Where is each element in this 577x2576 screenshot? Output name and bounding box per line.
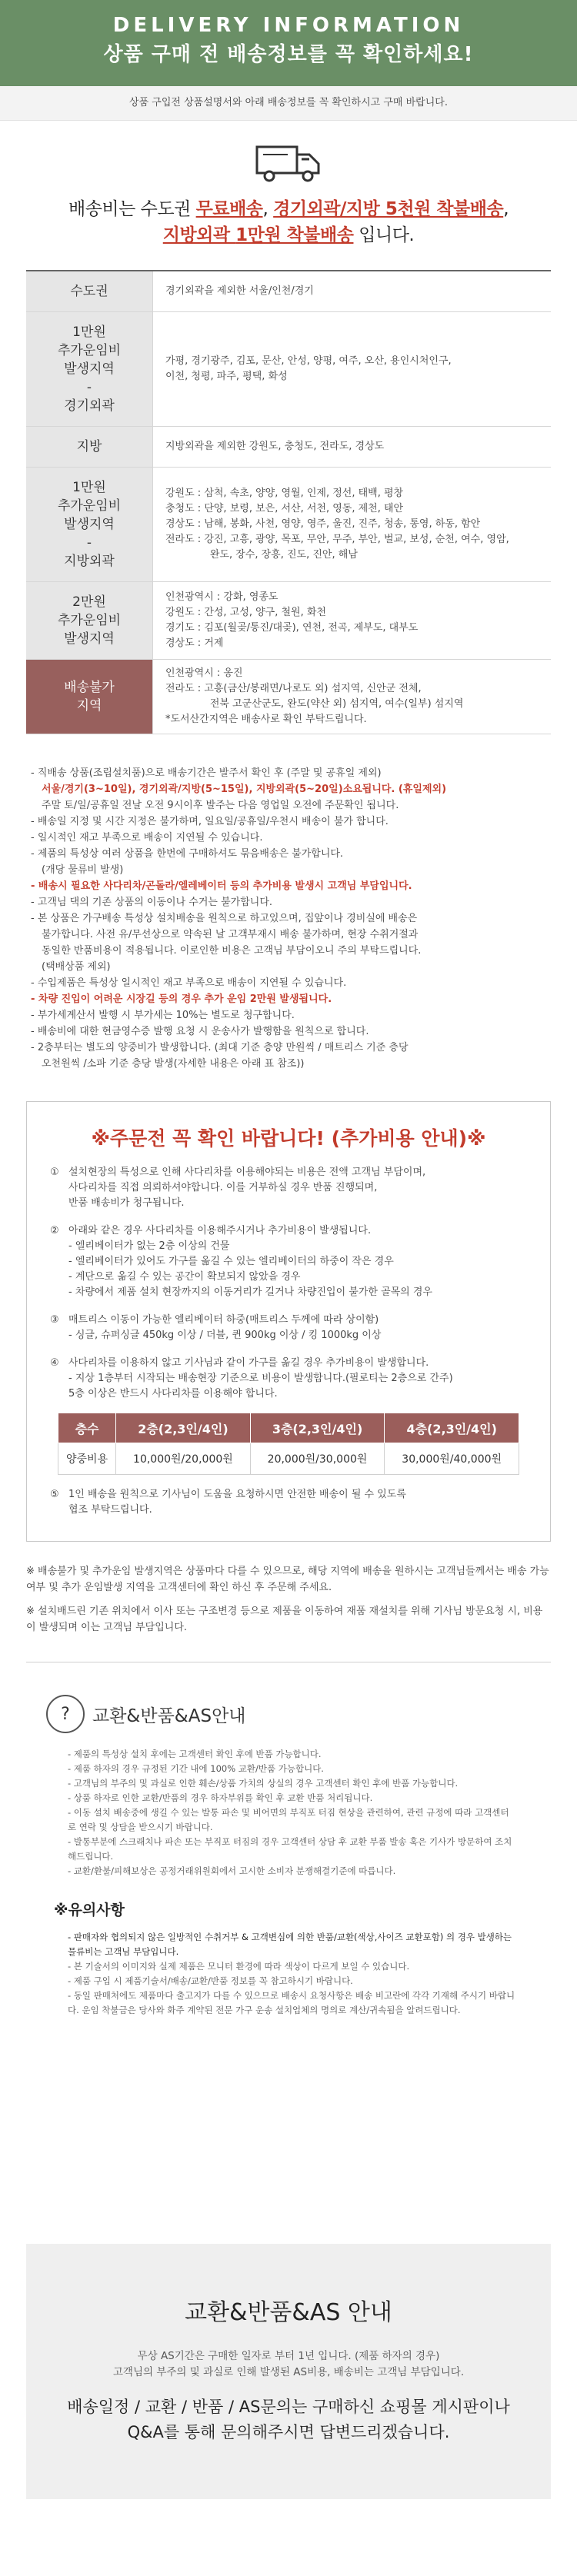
delivery-note-line: - 차량 진입이 어려운 시장길 등의 경우 추가 운임 2만원 발생됩니다. [31,993,332,1005]
delivery-note-line: - 일시적인 재고 부족으로 배송이 지연될 수 있습니다. [31,832,263,844]
region-label [26,468,153,582]
ladder-cell: 양중비용 [58,1443,116,1475]
extra-cost-line: - 계단으로 옮길 수 있는 공간이 확보되지 않았을 경우 [68,1271,301,1283]
exchange-title [46,1695,577,1733]
as-footer [26,2244,551,2499]
extra-cost-line: 아래와 같은 경우 사다리차를 이용해주시거나 추가비용이 발생됩니다. [68,1225,372,1236]
fee-notice [0,196,577,248]
region-label-line: 추가운임비 [57,613,122,628]
region-value [153,582,552,660]
region-label-line: 1만원 [72,480,106,495]
caution-item: - 제품 구입 시 제품기술서/배송/교환/반품 정보를 꼭 참고하시기 바랍니다. [68,1975,353,1986]
question-icon: ? [46,1695,85,1733]
banner-title-ko: 상품 구매 전 배송정보를 꼭 확인하세요! [103,43,474,66]
region-label-line: 발생지역 [64,631,115,647]
extra-cost-body [68,1356,527,1402]
region-label-line: 추가운임비 [57,343,122,358]
region-label [26,427,153,468]
caution-item: - 판매자와 협의되지 않은 일방적인 수취거부 & 고객변심에 의한 반품/교환(색상,사이즈 교환포함) 의 경우 발생하는 물류비는 고객님 부담입니다. [68,1932,512,1957]
extra-cost-number: ① [50,1167,59,1178]
exchange-list [68,1747,515,1879]
ladder-header-cell: 층수 [58,1413,116,1443]
delivery-note-line: (개당 물류비 발생) [42,864,124,876]
ladder-cell: 10,000원/20,000원 [116,1443,251,1475]
region-value [153,660,552,734]
fee-free: 무료배송 [195,199,263,219]
delivery-note-line: 동일한 반품비용이 적용됩니다. 이로인한 비용은 고객님 부담이오니 주의 부탁드립니다. [42,945,422,957]
region-row [26,271,551,312]
region-value [153,427,552,468]
extra-cost-body [68,1223,527,1300]
extra-cost-line: - 엘리베이터가 있어도 가구를 옮길 수 있는 엘리베이터의 하중이 작은 경우 [68,1256,394,1267]
delivery-notes [31,765,546,1072]
region-label-line: 2만원 [72,594,106,610]
region-value-line: 인천광역시 : 옹진 [165,667,243,679]
fee-mid2: , [503,199,509,219]
exchange-item: - 이동 설치 배송중에 생길 수 있는 발통 파손 및 비어면의 부직포 터짐 현상을 관련하여, 관련 규정에 따라 고객센터로 연락 및 상담을 받으시기 바랍니다. [68,1807,509,1832]
region-value-line: 전라도 : 강진, 고흥, 광양, 목포, 무안, 무주, 부안, 벌교, 보성, 순천, 여수, 영암, [165,534,509,545]
delivery-note-line: - 제품의 특성상 여러 상품을 한번에 구매하셔도 묶음배송은 불가합니다. [31,848,344,860]
extra-cost-item [50,1223,527,1300]
extra-cost-line: 매트리스 이동이 가능한 엘리베이터 하중(매트리스 두께에 따라 상이함) [68,1314,379,1326]
region-label-line: 추가운임비 [57,498,122,514]
extra-cost-line: 사다리차를 직접 의뢰하셔야합니다. 이를 거부하실 경우 반품 진행되며, [68,1182,378,1193]
caution-item: - 본 기술서의 이미지와 실제 제품은 모니터 환경에 따라 색상이 다르게 보일 수 있습니다. [68,1961,410,1972]
extra-cost-number: ⑤ [50,1489,59,1500]
banner-title-en: DELIVERY INFORMATION [112,14,465,37]
region-row [26,427,551,468]
region-note-line: ※ 배송불가 및 추가운임 발생지역은 상품마다 다를 수 있으므로, 해당 지역에 배송을 원하시는 고객님들께서는 배송 가능여부 및 추가 운임발생 지역을 고객센터에 확인 하신 후 주문해 주세요. [26,1566,549,1593]
as-footer-desc-1: 무상 AS기간은 구매한 일자로 부터 1년 입니다. (제품 하자의 경우) [137,2350,440,2362]
delivery-note-line: - 2층부터는 별도의 양중비가 발생합니다. (최대 기준 층양 만원씩 / 매트리스 기준 층당 [31,1042,409,1053]
caution-title: ※유의사항 [54,1902,125,1919]
fee-prefix: 배송비는 수도권 [68,199,196,219]
region-row [26,660,551,734]
extra-cost-line: 사다리차를 이용하지 않고 기사님과 같이 가구를 옮길 경우 추가비용이 발생합니다. [68,1357,429,1369]
delivery-note-line: 불가합니다. 사전 유/무선상으로 약속된 날 고객부재시 배송 불가하며, 현장 수취거절과 [42,929,419,940]
as-footer-heading: 교환&반품&AS 안내 [185,2299,392,2326]
exchange-item: - 상품 하자로 인한 교환/반품의 경우 하자부위를 확인 후 교환 반품 처리됩니다. [68,1792,373,1803]
exchange-item: - 제품 하자의 경우 규정된 기간 내에 100% 교환/반품 가능합니다. [68,1763,324,1774]
delivery-note-line: 서울/경기(3~10일), 경기외곽/지방(5~15일), 지방외곽(5~20일)소요됩니다. (휴일제외) [42,784,447,795]
exchange-title-text: 교환&반품&AS안내 [92,1706,246,1726]
extra-cost-number: ④ [50,1357,59,1369]
region-label [26,582,153,660]
region-label-line: 수도권 [70,284,108,299]
fee-outer-prefix: 지방외곽 [162,225,236,245]
extra-cost-line: - 싱글, 슈퍼싱글 450kg 이상 / 더블, 퀸 900kg 이상 / 킹 1000kg 이상 [68,1330,382,1341]
extra-cost-line: - 차량에서 제품 설치 현장까지의 이동거리가 길거나 차량진입이 불가한 골목의 경우 [68,1286,432,1298]
region-label-line: 1만원 [72,324,106,340]
exchange-item: - 발통부분에 스크래치나 파손 또는 부직포 터짐의 경우 고객센터 상담 후 교환 부품 발송 혹은 기사가 방문하여 조치해드립니다. [68,1836,512,1862]
region-value [153,312,552,427]
as-footer-contact-1: 배송일정 / 교환 / 반품 / AS문의는 구매하신 쇼핑몰 게시판이나 [67,2398,510,2416]
fee-mid1: , [262,199,274,219]
exchange-item: - 교환/환불/피해보상은 공정거래위원회에서 고시한 소비자 분쟁해결기준에 따릅니다. [68,1865,396,1876]
extra-cost-line: 5층 이상은 반드시 사다리차를 이용해야 합니다. [68,1388,278,1399]
region-table [26,270,551,734]
extra-cost-line: 1인 배송을 원칙으로 기사님이 도움을 요청하시면 안전한 배송이 될 수 있도록 [68,1489,406,1500]
truck-icon [254,142,323,185]
ladder-cost-table [58,1413,519,1475]
region-value [153,468,552,582]
extra-cost-heading: ※주문전 꼭 확인 바랍니다! (추가비용 안내)※ [91,1127,486,1150]
delivery-note-line: - 고객님 댁의 기존 상품의 이동이나 수거는 불가합니다. [31,897,273,908]
extra-cost-number: ② [50,1225,59,1236]
delivery-note-line: - 배송시 필요한 사다리차/곤돌라/엘레베이터 등의 추가비용 발생시 고객님 부담입니다. [31,880,412,892]
region-value-line: 강원도 : 간성, 고성, 양구, 철원, 화천 [165,607,326,618]
region-label-line: - [86,535,92,551]
region-label [26,660,153,734]
delivery-note-line: - 부가세계산서 발행 시 부가세는 10%는 별도로 청구합니다. [31,1010,295,1021]
region-value-line: *도서산간지역은 배송사로 확인 부탁드립니다. [165,714,367,725]
delivery-note-line: 오천원씩 /소파 기준 층당 발생(자세한 내용은 아래 표 참조)) [42,1058,305,1070]
ladder-cell: 20,000원/30,000원 [250,1443,385,1475]
delivery-note-line: - 수입제품은 특성상 일시적인 재고 부족으로 배송이 지연될 수 있습니다. [31,977,347,989]
region-value [153,271,552,312]
region-value-line: 이천, 청평, 파주, 평택, 화성 [165,371,288,382]
region-note-line: ※ 설치배드린 기존 위치에서 이사 또는 구조변경 등으로 제품을 이동하여 재품 재설치를 위해 기사님 방문요청 시, 비용이 발생되며 이는 고객님 부담입니다. [26,1606,543,1633]
region-label-line: 발생지역 [64,517,115,532]
region-value-line: 지방외곽을 제외한 강원도, 충청도, 전라도, 경상도 [165,441,385,452]
region-label-line: 지역 [76,698,102,714]
ladder-header-cell: 4층(2,3인/4인) [385,1413,519,1443]
as-footer-contact [26,2395,551,2445]
region-value-line: 경상도 : 남해, 봉화, 사천, 영양, 영주, 울진, 진주, 청송, 통영, 하동, 함안 [165,518,481,530]
region-value-line: 전라도 : 고흥(금산/봉래면/나로도 외) 섬지역, 신안군 전체, [165,683,422,694]
ladder-header-cell: 2층(2,3인/4인) [116,1413,251,1443]
exchange-item: - 제품의 특성상 설치 후에는 고객센터 확인 후에 반품 가능합니다. [68,1749,322,1759]
extra-cost-line: 설치현장의 특성으로 인해 사다리차를 이용해야되는 비용은 전액 고객님 부담이며, [68,1167,426,1178]
delivery-note-line: (택배상품 제외) [42,961,111,973]
region-label-line: 배송불가 [64,680,115,695]
delivery-note-line: - 본 상품은 가구배송 특성상 설치배송을 원칙으로 하고있으며, 집앞이나 경비실에 배송은 [31,913,418,924]
region-row [26,468,551,582]
region-value-line: 가평, 경기광주, 김포, 문산, 안성, 양평, 여주, 오산, 용인시처인구, [165,355,452,367]
as-footer-desc-2: 고객님의 부주의 및 과실로 인해 발생된 AS비용, 배송비는 고객님 부담입니다. [112,2366,465,2378]
region-value-line: 강원도 : 삼척, 속초, 양양, 영월, 인제, 정선, 태백, 평창 [165,488,404,499]
region-label-line: 발생지역 [64,361,115,377]
delivery-note-line: - 직배송 상품(조립설치품)으로 배송기간은 발주서 확인 후 (주말 및 공휴일 제외) [31,767,382,779]
delivery-note-line: - 배송비에 대한 현금영수증 발행 요청 시 운송사가 발행함을 원칙으로 합니다. [31,1026,369,1037]
region-row [26,582,551,660]
ladder-cell: 30,000원/40,000원 [385,1443,519,1475]
region-value-line: 완도, 장수, 장흥, 진도, 진안, 해남 [165,549,358,561]
extra-cost-body [68,1313,527,1343]
as-footer-desc [26,2348,551,2381]
as-footer-contact-2: Q&A를 통해 문의해주시면 답변드리겠습니다. [127,2423,450,2441]
extra-cost-item [50,1165,527,1211]
extra-cost-line: - 지상 1층부터 시작되는 배송현장 기준으로 비용이 발생합니다.(필로티는 2층으로 간주) [68,1373,453,1384]
fee-outer: 1만원 착불배송 [235,225,354,245]
ladder-header-cell: 3층(2,3인/4인) [250,1413,385,1443]
extra-cost-line: - 엘리베이터가 없는 2층 이상의 건물 [68,1240,230,1252]
region-label [26,271,153,312]
region-label-line: 지방외곽 [64,554,115,569]
extra-cost-box [26,1101,551,1542]
banner-subtitle: 상품 구입전 상품설명서와 아래 배송정보를 꼭 확인하시고 구매 바랍니다. [0,86,577,121]
delivery-banner [0,0,577,86]
region-value-line: 인천광역시 : 강화, 영종도 [165,591,278,603]
region-value-line: 전북 고군산군도, 완도(약산 외) 섬지역, 여수(일부) 섬지역 [165,698,464,710]
extra-cost-number: ③ [50,1314,59,1326]
extra-cost-body [68,1487,527,1518]
region-label [26,312,153,427]
region-row [26,312,551,427]
delivery-note-line: - 배송일 지정 및 시간 지정은 불가하며, 일요일/공휴일/우천시 배송이 불가 합니다. [31,816,389,827]
exchange-item: - 고객님의 부주의 및 과실로 인한 훼손/상품 가치의 상실의 경우 고객센터 확인 후에 반품 가능합니다. [68,1778,459,1789]
extra-cost-line: 협조 부탁드립니다. [68,1504,152,1516]
extra-cost-item [50,1356,527,1402]
extra-cost-item [50,1487,527,1518]
caution-list [68,1930,515,2018]
extra-cost-body [68,1165,527,1211]
region-value-line: 경기도 : 김포(월곶/통진/대곶), 연천, 전곡, 제부도, 대부도 [165,622,419,634]
region-value-line: 충청도 : 단양, 보령, 보은, 서산, 서천, 영동, 제천, 태안 [165,503,404,514]
extra-cost-line: 반품 배송비가 청구됩니다. [68,1197,185,1209]
region-value-line: 경상도 : 거제 [165,637,224,649]
fee-gyeonggi: 경기외곽/지방 5천원 착불배송 [273,199,504,219]
extra-cost-item [50,1313,527,1343]
region-value-line: 경기외곽을 제외한 서울/인천/경기 [165,285,314,297]
caution-item: - 동일 판매처에도 제품마다 출고지가 다를 수 있으므로 배송시 요청사항은 배송 비고란에 각각 기재해 주시기 바랍니다. 운임 착불금은 당사와 화주 계약된 전문 가구 운송 설치업체의 명의로 계산/귀속됨을 알려드립니다. [68,1990,515,2015]
region-label-line: 지방 [76,439,102,454]
region-label-line: 경기외곽 [64,398,115,414]
delivery-note-line: 주말 토/일/공휴일 전날 오전 9시이후 발주는 다음 영업일 오전에 주문확인 됩니다. [42,800,399,811]
fee-suffix: 입니다. [353,225,415,245]
region-notes [26,1563,551,1636]
region-label-line: - [86,380,92,395]
